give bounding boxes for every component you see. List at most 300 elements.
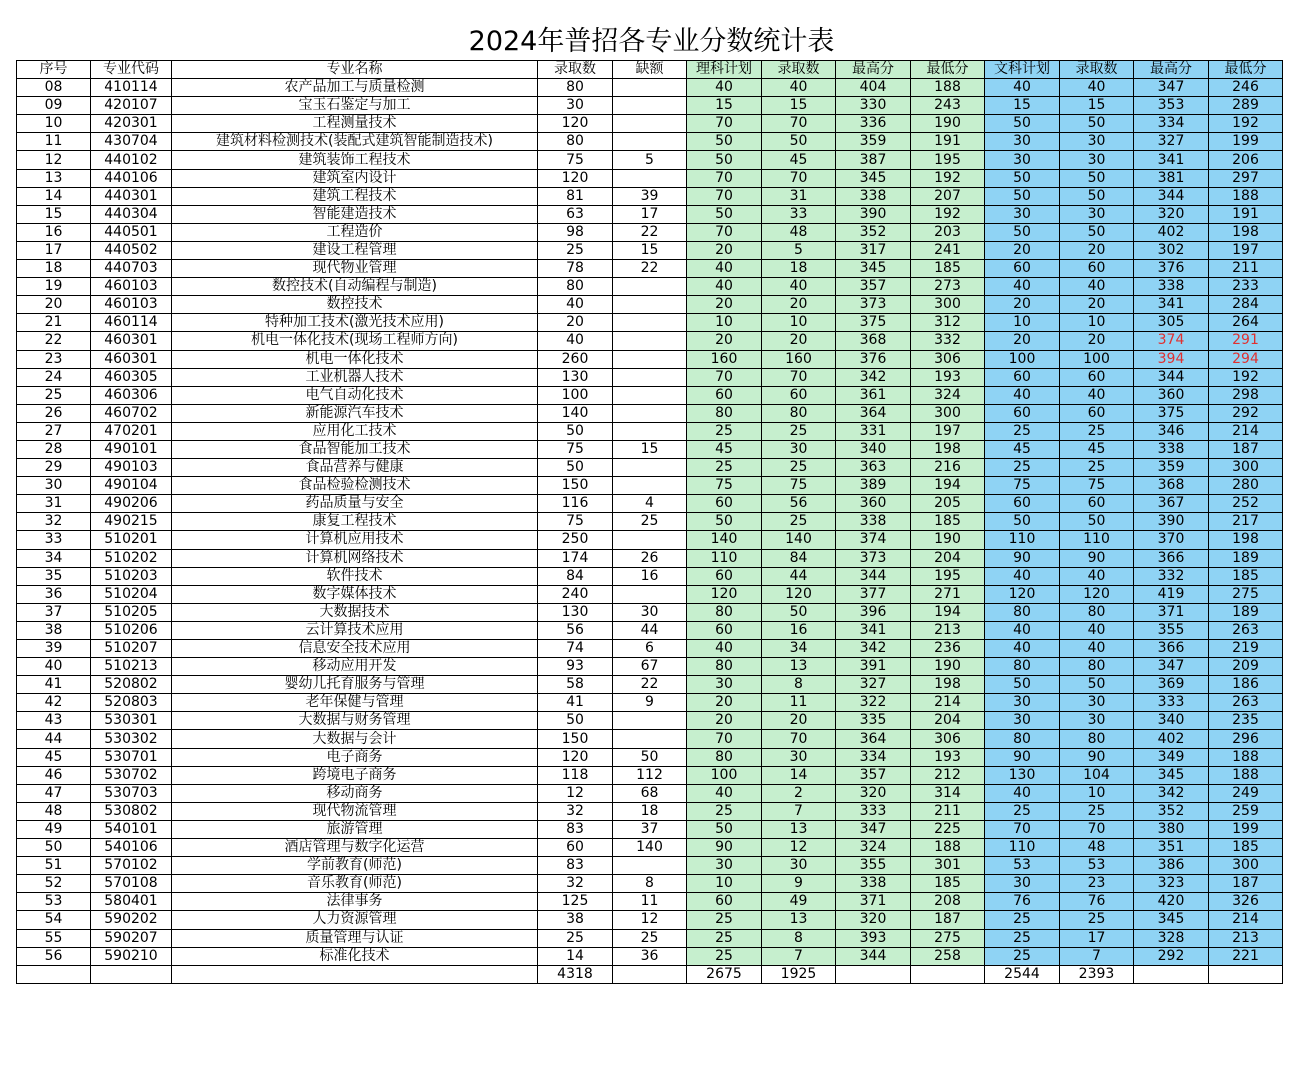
table-cell: 98 [538,223,613,241]
table-cell: 电子商务 [172,748,538,766]
table-cell: 100 [1060,350,1134,368]
table-cell: 21 [17,314,91,332]
table-cell: 198 [1209,223,1283,241]
table-cell: 338 [1134,440,1209,458]
table-cell: 30 [985,151,1060,169]
table-cell: 27 [17,422,91,440]
table-cell: 90 [1060,549,1134,567]
table-cell: 78 [538,260,613,278]
table-cell: 25 [985,802,1060,820]
table-cell: 25 [762,422,836,440]
table-cell: 25 [985,911,1060,929]
table-cell: 10 [17,115,91,133]
table-cell: 393 [836,929,911,947]
table-cell: 338 [836,875,911,893]
table-cell: 203 [911,223,985,241]
table-cell: 83 [538,857,613,875]
table-cell: 246 [1209,79,1283,97]
table-cell: 人力资源管理 [172,911,538,929]
table-cell: 219 [1209,640,1283,658]
table-cell: 440703 [91,260,172,278]
table-cell: 217 [1209,513,1283,531]
table-cell: 40 [1060,278,1134,296]
table-cell: 520803 [91,694,172,712]
table-cell: 375 [836,314,911,332]
table-cell: 42 [17,694,91,712]
table-cell: 345 [836,260,911,278]
table-cell: 移动商务 [172,784,538,802]
table-cell: 26 [17,404,91,422]
table-cell: 510201 [91,531,172,549]
table-cell: 368 [836,332,911,350]
table-cell: 209 [1209,658,1283,676]
table-cell: 118 [538,766,613,784]
table-cell: 206 [1209,151,1283,169]
table-cell: 347 [1134,79,1209,97]
table-cell: 75 [1060,477,1134,495]
table-cell: 20 [762,296,836,314]
table-cell: 312 [911,314,985,332]
table-cell: 195 [911,567,985,585]
table-cell: 338 [836,513,911,531]
table-cell: 190 [911,658,985,676]
table-cell: 4 [613,495,687,513]
table-cell: 75 [538,513,613,531]
table-cell: 580401 [91,893,172,911]
table-cell: 电气自动化技术 [172,386,538,404]
table-cell: 391 [836,658,911,676]
table-cell: 70 [687,223,762,241]
table-cell: 53 [17,893,91,911]
column-header: 最高分 [1134,61,1209,79]
table-cell: 43 [17,712,91,730]
table-cell: 40 [687,784,762,802]
table-cell: 53 [985,857,1060,875]
table-cell: 40 [538,332,613,350]
table-cell: 7 [762,802,836,820]
table-row [17,151,1283,169]
table-cell: 76 [1060,893,1134,911]
table-cell: 34 [762,640,836,658]
table-cell: 20 [1060,296,1134,314]
table-cell: 530302 [91,730,172,748]
table-cell [613,857,687,875]
table-cell: 40 [985,278,1060,296]
table-cell: 学前教育(师范) [172,857,538,875]
table-cell: 56 [762,495,836,513]
table-cell: 240 [538,585,613,603]
table-cell: 317 [836,241,911,259]
table-cell: 344 [836,567,911,585]
table-cell: 工业机器人技术 [172,368,538,386]
table-cell: 590207 [91,929,172,947]
table-cell: 30 [1060,694,1134,712]
table-row [17,875,1283,893]
table-cell: 60 [985,368,1060,386]
table-cell: 09 [17,97,91,115]
table-cell: 396 [836,603,911,621]
table-cell: 25 [687,947,762,965]
table-cell: 40 [1060,640,1134,658]
table-cell: 185 [911,875,985,893]
table-cell: 40 [985,621,1060,639]
table-row [17,223,1283,241]
table-cell: 120 [985,585,1060,603]
table-cell: 80 [985,603,1060,621]
table-cell: 10 [687,875,762,893]
total-cell [613,965,687,983]
table-cell: 14 [538,947,613,965]
table-cell: 食品智能加工技术 [172,440,538,458]
table-cell: 386 [1134,857,1209,875]
table-cell: 13 [762,658,836,676]
table-cell: 189 [1209,549,1283,567]
table-cell: 349 [1134,748,1209,766]
table-cell: 大数据技术 [172,603,538,621]
table-cell: 婴幼儿托育服务与管理 [172,676,538,694]
table-cell: 390 [1134,513,1209,531]
table-cell: 52 [17,875,91,893]
table-cell: 292 [1134,947,1209,965]
table-cell [613,404,687,422]
table-cell: 9 [762,875,836,893]
table-cell: 16 [17,223,91,241]
total-cell [1209,965,1283,983]
table-cell: 70 [687,187,762,205]
table-cell: 5 [613,151,687,169]
table-cell: 48 [17,802,91,820]
table-cell: 16 [762,621,836,639]
table-cell: 15 [1060,97,1134,115]
table-cell: 60 [762,386,836,404]
table-cell: 130 [538,368,613,386]
table-cell: 10 [762,314,836,332]
table-row [17,133,1283,151]
table-cell: 510204 [91,585,172,603]
table-row [17,79,1283,97]
table-row [17,260,1283,278]
table-cell: 14 [17,187,91,205]
table-cell: 37 [17,603,91,621]
table-cell: 11 [613,893,687,911]
table-cell: 20 [762,712,836,730]
table-cell: 440501 [91,223,172,241]
table-cell: 44 [762,567,836,585]
table-cell: 50 [1060,169,1134,187]
table-cell: 36 [613,947,687,965]
table-cell: 50 [1060,223,1134,241]
table-cell: 120 [687,585,762,603]
table-cell: 26 [613,549,687,567]
table-cell: 185 [911,260,985,278]
table-cell: 15 [613,440,687,458]
table-cell: 130 [985,766,1060,784]
column-header: 最低分 [911,61,985,79]
table-cell: 20 [1060,332,1134,350]
table-cell: 590210 [91,947,172,965]
table-cell: 40 [762,278,836,296]
table-cell: 258 [911,947,985,965]
table-cell: 330 [836,97,911,115]
table-cell: 361 [836,386,911,404]
table-cell: 345 [1134,766,1209,784]
table-cell: 25 [687,459,762,477]
table-cell: 质量管理与认证 [172,929,538,947]
table-cell: 352 [1134,802,1209,820]
table-cell: 419 [1134,585,1209,603]
table-cell: 6 [613,640,687,658]
table-cell: 120 [538,115,613,133]
table-cell: 402 [1134,223,1209,241]
table-cell: 368 [1134,477,1209,495]
table-cell: 60 [1060,404,1134,422]
table-cell: 204 [911,549,985,567]
table-cell: 68 [613,784,687,802]
table-cell: 25 [985,422,1060,440]
table-cell: 187 [1209,440,1283,458]
column-header: 专业代码 [91,61,172,79]
table-cell: 30 [687,857,762,875]
table-cell: 50 [985,115,1060,133]
table-cell: 25 [538,241,613,259]
table-cell: 80 [985,658,1060,676]
table-cell: 328 [1134,929,1209,947]
table-cell: 420 [1134,893,1209,911]
table-cell: 214 [911,694,985,712]
table-cell: 56 [17,947,91,965]
table-cell: 15 [613,241,687,259]
table-cell: 90 [985,748,1060,766]
table-cell: 334 [836,748,911,766]
table-cell [613,585,687,603]
table-row [17,350,1283,368]
table-cell: 410114 [91,79,172,97]
table-cell: 8 [762,676,836,694]
table-cell: 530802 [91,802,172,820]
table-cell: 314 [911,784,985,802]
table-cell [613,730,687,748]
table-cell: 338 [836,187,911,205]
table-cell: 24 [17,368,91,386]
table-cell: 35 [17,567,91,585]
table-cell: 342 [836,640,911,658]
table-cell: 20 [17,296,91,314]
table-cell: 70 [762,730,836,748]
table-cell: 现代物业管理 [172,260,538,278]
table-cell: 205 [911,495,985,513]
table-cell: 40 [687,79,762,97]
table-cell: 75 [538,440,613,458]
table-cell: 40 [538,296,613,314]
table-cell: 32 [17,513,91,531]
table-cell: 440304 [91,205,172,223]
table-cell: 140 [613,839,687,857]
table-cell: 125 [538,893,613,911]
table-cell: 25 [613,929,687,947]
table-cell: 36 [17,585,91,603]
table-cell: 60 [985,495,1060,513]
table-cell: 25 [613,513,687,531]
table-row [17,278,1283,296]
table-cell: 211 [911,802,985,820]
table-cell: 17 [17,241,91,259]
table-cell: 40 [985,386,1060,404]
table-cell: 18 [613,802,687,820]
table-cell: 110 [985,531,1060,549]
table-cell: 8 [613,875,687,893]
table-cell: 17 [613,205,687,223]
table-cell: 50 [985,169,1060,187]
table-row [17,169,1283,187]
table-cell: 347 [1134,658,1209,676]
table-cell: 70 [762,115,836,133]
score-table [16,60,1283,984]
table-cell: 336 [836,115,911,133]
table-cell: 371 [836,893,911,911]
table-cell: 186 [1209,676,1283,694]
table-cell [613,350,687,368]
table-cell: 291 [1209,332,1283,350]
table-row [17,676,1283,694]
table-cell: 540101 [91,820,172,838]
table-cell: 341 [836,621,911,639]
table-cell: 25 [687,911,762,929]
table-cell: 39 [613,187,687,205]
table-cell: 49 [17,820,91,838]
table-cell: 374 [1134,332,1209,350]
table-cell: 300 [911,404,985,422]
table-cell: 530301 [91,712,172,730]
table-cell: 440106 [91,169,172,187]
table-cell: 93 [538,658,613,676]
table-cell: 263 [1209,621,1283,639]
table-cell: 345 [1134,911,1209,929]
table-cell: 70 [687,115,762,133]
table-cell: 50 [687,820,762,838]
table-cell: 331 [836,422,911,440]
table-cell: 320 [1134,205,1209,223]
table-cell: 570102 [91,857,172,875]
table-cell: 214 [1209,422,1283,440]
table-cell: 12 [538,784,613,802]
table-cell: 70 [687,730,762,748]
table-cell: 50 [762,133,836,151]
table-cell: 440502 [91,241,172,259]
table-cell: 250 [538,531,613,549]
table-cell: 335 [836,712,911,730]
table-cell: 364 [836,730,911,748]
table-cell: 44 [613,621,687,639]
column-header: 专业名称 [172,61,538,79]
table-row [17,332,1283,350]
total-cell [172,965,538,983]
table-cell: 60 [538,839,613,857]
total-cell [911,965,985,983]
table-row [17,929,1283,947]
table-cell: 15 [687,97,762,115]
table-cell: 460301 [91,350,172,368]
table-cell: 300 [911,296,985,314]
total-cell: 2675 [687,965,762,983]
table-cell: 建筑室内设计 [172,169,538,187]
table-cell: 84 [538,567,613,585]
table-cell: 60 [1060,495,1134,513]
table-cell [613,314,687,332]
table-cell: 20 [687,694,762,712]
table-cell: 康复工程技术 [172,513,538,531]
column-header: 理科计划 [687,61,762,79]
table-cell: 机电一体化技术(现场工程师方向) [172,332,538,350]
table-cell: 570108 [91,875,172,893]
column-header: 录取数 [1060,61,1134,79]
table-cell: 计算机网络技术 [172,549,538,567]
table-cell: 40 [985,567,1060,585]
table-cell: 191 [1209,205,1283,223]
table-cell: 30 [687,676,762,694]
table-cell: 236 [911,640,985,658]
table-cell: 食品营养与健康 [172,459,538,477]
table-cell: 38 [538,911,613,929]
table-cell: 70 [762,169,836,187]
table-cell: 软件技术 [172,567,538,585]
table-row [17,241,1283,259]
table-row [17,820,1283,838]
table-cell: 359 [836,133,911,151]
table-cell: 50 [687,513,762,531]
column-header: 最低分 [1209,61,1283,79]
total-cell [836,965,911,983]
table-row [17,296,1283,314]
table-cell: 390 [836,205,911,223]
table-cell: 17 [1060,929,1134,947]
table-cell: 347 [836,820,911,838]
table-cell: 420301 [91,115,172,133]
table-cell: 45 [1060,440,1134,458]
table-cell: 60 [985,260,1060,278]
table-cell: 25 [538,929,613,947]
table-cell: 25 [17,386,91,404]
table-cell: 50 [17,839,91,857]
table-cell: 47 [17,784,91,802]
table-cell: 15 [762,97,836,115]
table-cell: 440102 [91,151,172,169]
table-cell: 530701 [91,748,172,766]
table-cell: 20 [538,314,613,332]
table-cell: 216 [911,459,985,477]
table-cell: 160 [762,350,836,368]
table-cell: 80 [538,133,613,151]
table-row [17,802,1283,820]
table-row [17,839,1283,857]
table-row [17,766,1283,784]
table-cell: 160 [687,350,762,368]
table-cell: 30 [1060,151,1134,169]
table-cell: 13 [762,911,836,929]
table-cell [613,422,687,440]
table-cell: 326 [1209,893,1283,911]
table-cell: 305 [1134,314,1209,332]
table-cell: 50 [1060,187,1134,205]
table-cell: 30 [1060,133,1134,151]
table-cell: 199 [1209,133,1283,151]
table-cell: 16 [613,567,687,585]
table-cell: 23 [1060,875,1134,893]
table-cell: 373 [836,549,911,567]
table-cell: 394 [1134,350,1209,368]
table-cell: 45 [985,440,1060,458]
table-cell: 计算机应用技术 [172,531,538,549]
table-cell: 510213 [91,658,172,676]
